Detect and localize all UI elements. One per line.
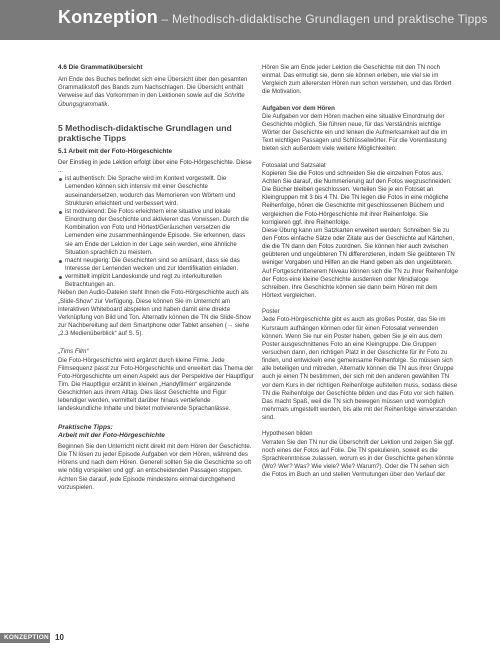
section-4-6-text: Am Ende des Buches befindet sich eine Übersicht über den gesamten Grammatikstoff des Bands zum Nachschlagen. Die Übersicht enthält Verweise auf das Vorkommen in den Lektionen sowie auf die <box>58 76 248 100</box>
section-5-1-intro: Der Einstieg in jede Lektion erfolgt über eine Foto-Hörgeschichte. Diese ... <box>58 158 252 175</box>
benefits-list <box>58 175 254 289</box>
pre-listening-paragraph: Die Aufgaben vor dem Hören machen eine situative Einordnung der Geschichte möglich. Sie führen neue, für das Verständnis wichtige Wörter der Geschichte ein und lenken die Aufmerksamkeit auf die im Text wichtigen Passagen und Schlüsselwörter. Für die Vorentlastung bieten sich außerdem viele weitere Möglichkeiten: <box>262 112 448 153</box>
poster-paragraph: Jede Foto-Hörgeschichte gibt es auch als großes Poster, das Sie im Kursraum aufhängen können oder für einen Fotosalat verwenden können. Wenn Sie nur ein Poster haben, geben Sie je ein aus dem Poster ausgeschnittenes Foto an eine Kleingruppe. Die Gruppen versuchen dann, den richtigen Platz in der Geschichte für ihr Foto zu finden, und entwickeln eine gemeinsame Reihenfolge. So müssen sich alle beteiligen und mitreden. Alternativ können die TN aus ihrer Gruppe auch je einen TN bestimmen, der sich mit den anderen gewählten TN vor dem Kurs in der richtigen Reihenfolge aufstellen muss, sodass diese TN die Reihenfolge der Geschichte bilden und das Foto vor sich halten. Das macht Spaß, weil die TN sich bewegen müssen und womöglich mehrmals umgestellt werden, bis alle mit der Reihenfolge einverstanden sind. <box>262 316 458 422</box>
chapter-title: Konzeption <box>58 7 158 27</box>
poster-title: Poster <box>262 308 280 316</box>
header-title <box>58 7 488 28</box>
section-4-6-heading: 4.6 Die Grammatikübersicht <box>58 64 143 71</box>
tims-film-title: „Tims Film“ <box>58 348 89 356</box>
tipps-paragraph: Beginnen Sie den Unterricht nicht direkt mit dem Hören der Geschichte. Die TN lösen zu jeder Episode Aufgaben vor dem Hören, während des Hörens und nach dem Hören. Generell sollten Sie die Geschichte so oft wie nötig vorspielen und ggf. an entscheidenden Passagen stoppen. Achten Sie darauf, jede Episode mindestens einmal durchgehend vorzuspielen. <box>58 442 252 491</box>
list-item: macht neugierig: Die Geschichten sind so amüsant, dass sie das Interesse der Lernenden wecken und zur Identifikation einladen. <box>58 257 254 273</box>
page-number: 10 <box>55 633 64 642</box>
list-item: vermittelt implizit Landeskunde und regt zu interkulturellen Betrachtungen an. <box>58 273 254 289</box>
section-4-6-text-end: . <box>107 100 110 108</box>
hypothesen-paragraph: Verraten Sie den TN nur die Überschrift der Lektion und zeigen Sie ggf. noch eines der Fotos auf Folie. Die TN spekulieren, soweit es die Sprachkenntnisse zulassen, worum es in der Geschichte gehen könnte (Wo? Wer? Was? Wie viele? Wie? Warum?). Oder die TN sehen sich die Fotos im Buch an und stellen Vermutungen über den Verlauf der <box>262 438 455 479</box>
fotosalat-paragraph-3: Auf Fortgeschrittenerem Niveau können sich die TN zu ihrer Reihenfolge der Fotos eine kleine Geschichte ausdenken oder Minidialoge schreiben. Ihre Geschichte können sie dann beim Hören mit dem Hörtext vergleichen. <box>262 267 459 300</box>
uebungsgrammatik-reference: Schritte Übungsgrammatik <box>58 92 245 108</box>
list-item: ist authentisch: Die Sprache wird im Kontext vorgestellt. Die Lernenden können sich intensiv mit einer Geschichte auseinandersetzen, wodurch das Memorieren von Wörtern und Strukturen erleichtert und verbessert wird. <box>58 175 254 208</box>
hypothesen-title: Hypothesen bilden <box>262 430 313 438</box>
left-column <box>58 64 254 500</box>
fotosalat-paragraph-1: Kopieren Sie die Fotos und schneiden Sie die einzelnen Fotos aus. Achten Sie darauf, die Nummerierung auf den Fotos wegzuschneiden. Die Bücher bleiben geschlossen. Verteilen Sie je ein Fotoset an Kleingruppen mit 3 bis 4 TN. Die TN legen die Fotos in eine mögliche Reihenfolge, hören die Geschichte mit geschlossenen Büchern und vergleichen die Foto-Hörgeschichte mit ihrer Reihenfolge. Sie korrigieren ggf. ihre Reihenfolge. <box>262 169 452 226</box>
tims-film-paragraph: Die Foto-Hörgeschichte wird ergänzt durch kleine Filme. Jede Filmsequenz passt zur Foto-Hörgeschichte und erweitert das Thema der Foto-Hörgeschichte um einen Aspekt aus der Perspektive der Hauptfigur Tim. Die Hauptfigur erzählt in kleinen „Handyfilmen“ ergänzende Geschichten aus ihrem Alltag. Dies lässt Geschichte und Figur lebendiger werden, vermittelt darüber hinaus vertiefende landeskundliche Inhalte und bietet motivierende Sprachanlässe. <box>58 356 254 413</box>
repeat-listening-paragraph: Hören Sie am Ende jeder Lektion die Geschichte mit den TN noch einmal. Das ermutigt sie, denn sie können erleben, wie viel sie im Vergleich zum allerersten Hören nun schon verstehen, und das fördert die Motivation. <box>262 64 452 96</box>
header-separator: – <box>157 12 172 26</box>
chapter-subtitle: Methodisch-didaktische Grundlagen und praktische Tipps <box>171 12 488 26</box>
list-item: ist motivierend: Die Fotos erleichtern eine situative und lokale Einordnung der Geschichte und aktivieren das Vorwissen. Durch die Kombination von Foto und Hörtext/Geräuschen versetzen die Lernenden eine zusammenhängende Episode. Sie erkennen, dass sie am Ende der Lektion in der Lage sein werden, eine ähnliche Situation sprachlich zu meistern. <box>58 208 254 257</box>
fotosalat-paragraph-2: Diese Übung kann um Satzkarten erweitert werden: Schreiben Sie zu den Fotos einfache Sätze oder Zitate aus der Geschichte auf Kärtchen, die die TN dann den Fotos zuordnen. Sie können hier auch zwischen geübteren und ungeübteren TN differenzieren, indem Sie geübteren TN weniger Vorgaben und Hilfen an die Hand geben als den ungeübteren. <box>262 226 455 267</box>
section-5-heading: 5 Methodisch-didaktische Grundlagen und praktische Tipps <box>58 122 232 144</box>
right-column <box>262 64 458 487</box>
pre-listening-title: Aufgaben vor dem Hören <box>262 104 335 112</box>
section-4-6-paragraph <box>58 76 254 109</box>
section-5-1-heading: 5.1 Arbeit mit der Foto-Hörgeschichte <box>58 147 173 155</box>
slideshow-paragraph: Neben den Audio-Dateien steht Ihnen die Foto-Hörgeschichte auch als „Slide-Show“ zur Verfügung. Diese können Sie im Unterricht am interaktiven Whiteboard abspielen und haben damit eine direkte Verknüpfung von Bild und Ton. Alternativ können die TN die Slide-Show zur Nachbereitung auf dem Smartphone oder Tablet ansehen (→ siehe „2.3 Medienüberblick“ auf S. 5). <box>58 289 251 338</box>
fotosalat-title: Fotosalat und Satzsalat <box>262 161 326 169</box>
footer-section-label: KONZEPTION <box>0 633 50 643</box>
tipps-subtitle: Arbeit mit der Foto-Hörgeschichte <box>58 431 165 439</box>
tipps-title: Praktische Tipps: <box>58 423 113 431</box>
page-header <box>0 0 500 40</box>
